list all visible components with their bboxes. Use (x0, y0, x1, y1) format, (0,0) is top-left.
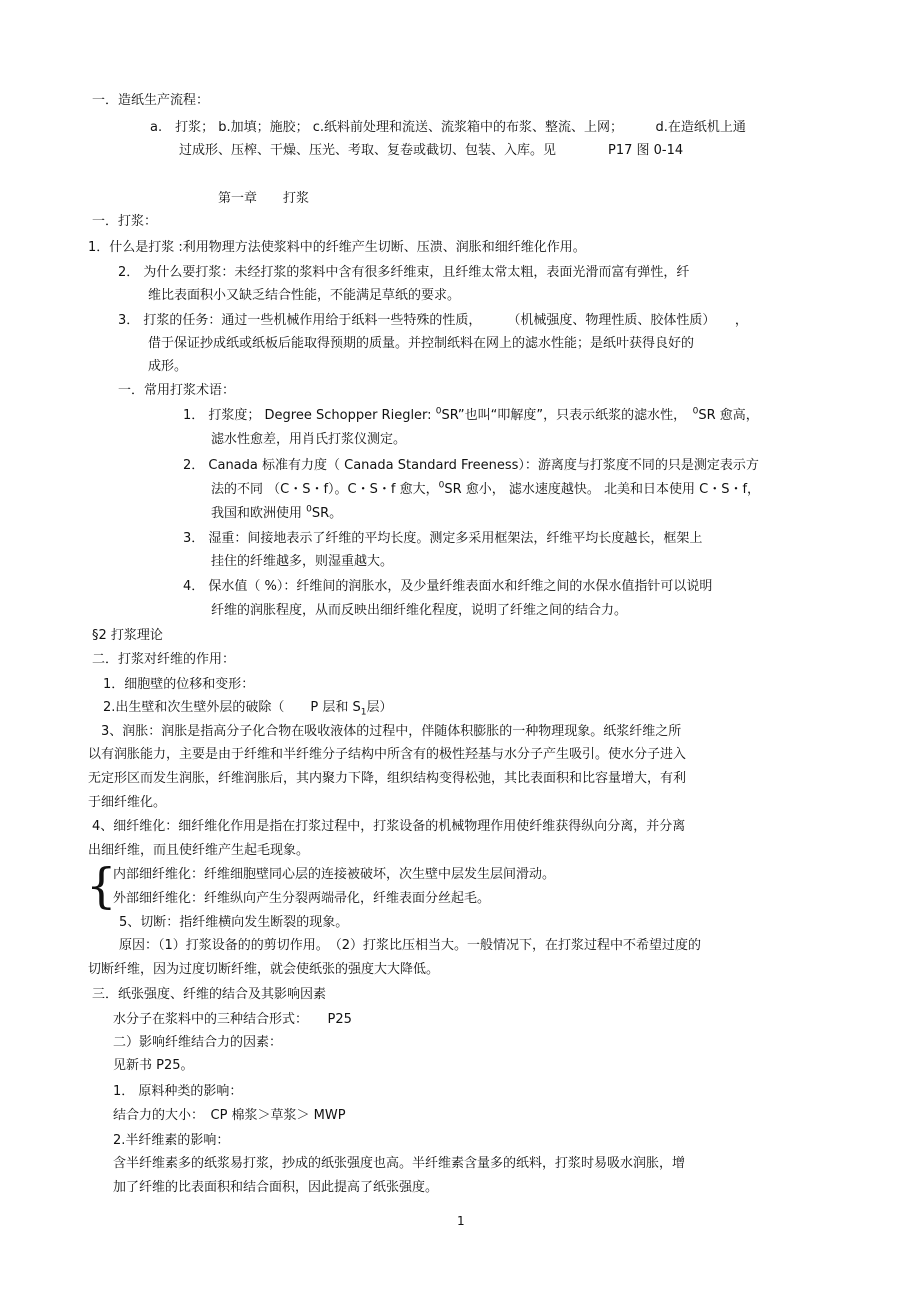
text-line: 3、润胀：润胀是指高分子化合物在吸收液体的过程中，伴随体积膨胀的一种物理现象。纸浆纤维之所 (101, 724, 682, 739)
superscript: 0 (435, 406, 442, 417)
paragraph-line (113, 1057, 194, 1075)
paragraph-line (103, 676, 254, 694)
text-line: 2． 为什么要打浆：未经打浆的浆料中含有很多纤维束，且纤维太常太粗，表面光滑而富有弹性，纤 (118, 265, 690, 280)
paragraph-line (113, 1179, 438, 1197)
paragraph-line (148, 287, 460, 305)
text-line: 以有润胀能力，主要是由于纤维和半纤维分子结构中所含有的极性羟基与水分子产生吸引。使水分子进入 (88, 747, 687, 762)
text-line: 于细纤维化。 (88, 795, 167, 810)
brace-item (113, 866, 555, 884)
paragraph-line (88, 794, 166, 812)
term-line (183, 578, 712, 596)
text-line: 结合力的大小： CP 棉浆＞草浆＞ MWP (113, 1108, 346, 1123)
text-line: SR 愈高， (698, 408, 759, 423)
section-heading-theory (92, 627, 163, 645)
paragraph-line (88, 239, 586, 257)
paragraph-line (88, 770, 686, 788)
text-line: 加了纤维的比表面积和结合面积，因此提高了纸张强度。 (113, 1180, 439, 1195)
section-heading-process (92, 92, 209, 110)
superscript: 0 (438, 480, 445, 491)
paragraph-line (119, 914, 348, 932)
paragraph-line (88, 961, 439, 979)
paragraph-line (88, 746, 686, 764)
text-line: 4、细纤维化：细纤维化作用是指在打浆过程中，打浆设备的机械物理作用使纤维获得纵向分离，并分离 (92, 819, 686, 834)
text-line: 第一章 打浆 (218, 191, 310, 206)
section-heading-beating (92, 213, 157, 231)
text-line: 出细纤维，而且使纤维产生起毛现象。 (88, 843, 310, 858)
text-line: 维比表面积小又缺乏结合性能，不能满足草纸的要求。 (148, 288, 461, 303)
paragraph-line (92, 818, 685, 836)
text-line: 2.出生壁和次生壁外层的破除（ P 层和 S (103, 700, 361, 715)
paragraph-line (118, 312, 748, 330)
text-line: a. 打浆； b.加填；施胶； c.纸料前处理和流送、流浆箱中的布浆、整流、上网； d.在造纸机上通 (150, 120, 746, 135)
term-line (183, 530, 702, 548)
text-line: 水分子在浆料中的三种结合形式： P25 (113, 1012, 352, 1027)
text-line: 一．造纸生产流程： (92, 93, 210, 108)
text-line: SR”也叫“叩解度”，只表示纸浆的滤水性， (441, 408, 693, 423)
superscript: 0 (306, 504, 312, 515)
text-line: 层） (366, 700, 393, 715)
superscript: 0 (692, 406, 699, 417)
text-line: 三．纸张强度、纤维的结合及其影响因素 (92, 987, 327, 1002)
subsection-heading-terms (118, 382, 235, 400)
text-line: 4． 保水值（ %）：纤维间的润胀水，及少量纤维表面水和纤维之间的水保水值指针可以说明 (183, 579, 713, 594)
text-line: 原因：（1）打浆设备的的剪切作用。 （2）打浆比压相当大。一般情况下，在打浆过程中不希望过度的 (119, 938, 702, 953)
process-item-line (179, 142, 683, 160)
paragraph-line (113, 1011, 352, 1029)
section-heading-strength (92, 986, 326, 1004)
paragraph-line (118, 264, 689, 282)
brace-item (113, 890, 490, 908)
text-line: 滤水性愈差，用肖氏打浆仪测定。 (211, 432, 407, 447)
text-line: 1．什么是打浆 :利用物理方法使浆料中的纤维产生切断、压溃、润胀和细纤维化作用。 (88, 240, 586, 255)
text-line: 二．打浆对纤维的作用： (92, 652, 236, 667)
text-line: 一．常用打浆术语： (118, 383, 236, 398)
chapter-title (218, 190, 309, 208)
text-line: 见新书 P25。 (113, 1058, 194, 1073)
paragraph-line (148, 358, 187, 376)
text-line: 法的不同 （C・S・f）。C・S・f 愈大， (211, 482, 439, 497)
term-line (211, 505, 342, 523)
term-line (211, 481, 760, 499)
text-line: SR 愈小， 滤水速度越快。 北美和日本使用 C・S・f， (444, 482, 761, 497)
text-line: 外部细纤维化：纤维纵向产生分裂两端帚化，纤维表面分丝起毛。 (113, 891, 491, 906)
paragraph-line (113, 1034, 282, 1052)
term-line (211, 553, 393, 571)
text-line: 二）影响纤维结合力的因素： (113, 1035, 283, 1050)
term-line (183, 457, 759, 475)
paragraph-line (88, 842, 309, 860)
text-line: §2 打浆理论 (92, 628, 163, 643)
text-line: 2． Canada 标准有力度（ Canada Standard Freeness）：游离度与打浆度不同的只是测定表示方 (183, 458, 759, 473)
text-line: 我国和欧洲使用 (211, 506, 307, 521)
paragraph-line (113, 1107, 346, 1125)
paragraph-line (113, 1083, 242, 1101)
paragraph-line (113, 1155, 685, 1173)
text-line: 1． 打浆度； Degree Schopper Riegler: (183, 408, 436, 423)
term-line (211, 431, 406, 449)
text-line: 3． 湿重：间接地表示了纤维的平均长度。测定多采用框架法，纤维平均长度越长，框架上 (183, 531, 703, 546)
paragraph-line (148, 335, 694, 353)
text-line: 切断纤维，因为过度切断纤维，就会使纸张的强度大大降低。 (88, 962, 440, 977)
text-line: 借于保证抄成纸或纸板后能取得预期的质量。并控制纸料在网上的滤水性能；是纸叶获得良好的 (148, 336, 695, 351)
text-line: 1． 原料种类的影响： (113, 1084, 243, 1099)
paragraph-line (103, 699, 393, 717)
text-line: 无定形区而发生润胀，纤维润胀后，其内聚力下降，组织结构变得松弛，其比表面积和比容量增大，有利 (88, 771, 687, 786)
text-line: 挂住的纤维越多，则湿重越大。 (211, 554, 394, 569)
process-item-line (150, 119, 746, 137)
paragraph-line (113, 1132, 229, 1150)
text-line: 纤维的润胀程度，从而反映出细纤维化程度，说明了纤维之间的结合力。 (211, 603, 628, 618)
text-line: 1．细胞壁的位移和变形： (103, 677, 255, 692)
section-heading-effects (92, 651, 235, 669)
text-line: 一．打浆： (92, 214, 158, 229)
text-line: 内部细纤维化：纤维细胞壁同心层的连接被破坏，次生壁中层发生层间滑动。 (113, 867, 556, 882)
text-line: SR。 (311, 506, 343, 521)
text-line: 2.半纤维素的影响： (113, 1133, 230, 1148)
text-line: 过成形、压榨、干燥、压光、考取、复卷或截切、包装、入库。见 P17 图 0-14 (179, 143, 684, 158)
paragraph-line (101, 723, 681, 741)
term-line (183, 407, 759, 425)
subscript: 1 (360, 707, 367, 718)
term-line (211, 602, 627, 620)
text-line: 3． 打浆的任务：通过一些机械作用给于纸料一些特殊的性质， （机械强度、物理性质、胶体性质） ， (118, 313, 748, 328)
text-line: 含半纤维素多的纸浆易打浆，抄成的纸张强度也高。半纤维素含量多的纸料，打浆时易吸水润胀，增 (113, 1156, 686, 1171)
text-line: 5、切断：指纤维横向发生断裂的现象。 (119, 915, 349, 930)
text-line: 成形。 (148, 359, 188, 374)
paragraph-line (119, 937, 701, 955)
left-brace: { (86, 858, 117, 914)
page-number: 1 (457, 1214, 465, 1228)
